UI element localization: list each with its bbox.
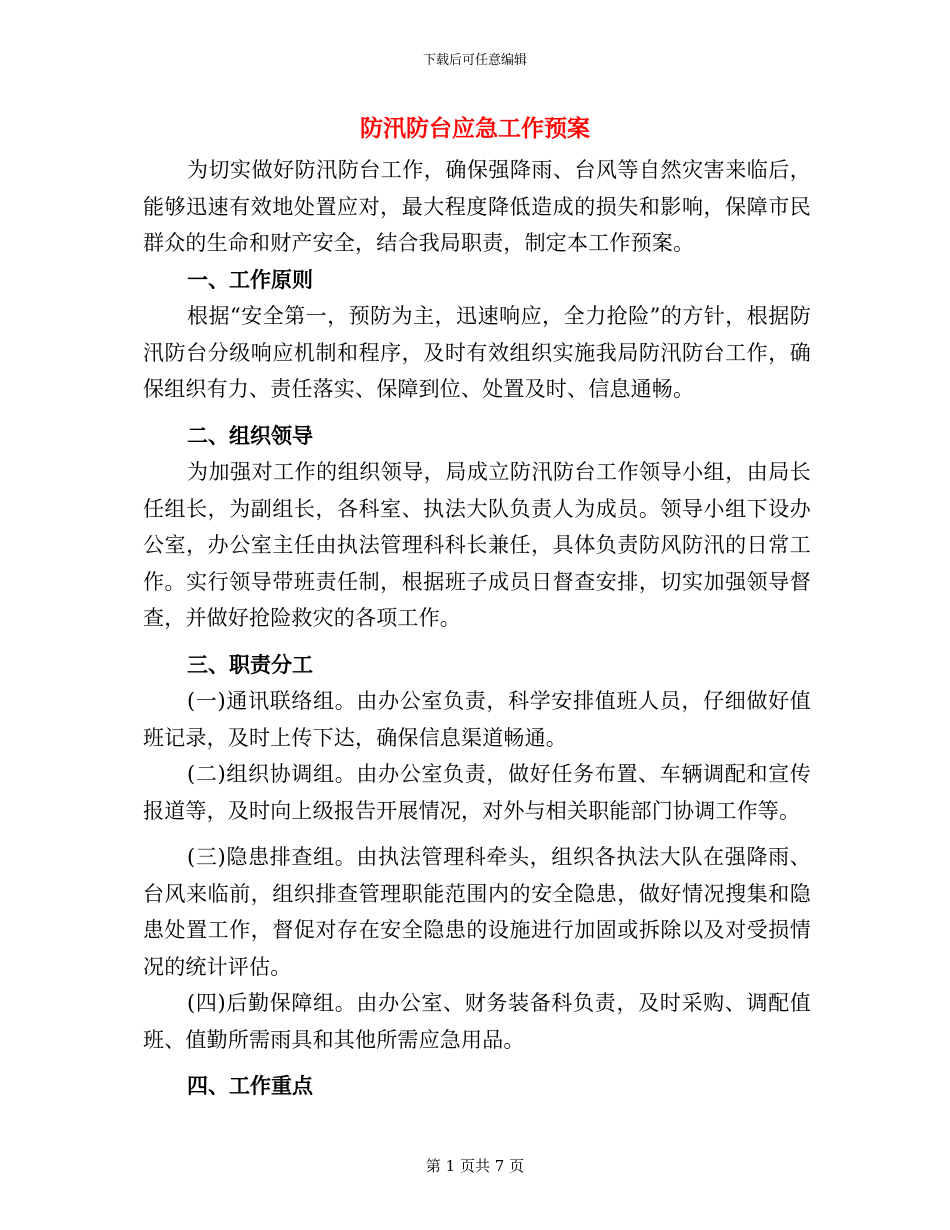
document-body	[143, 152, 811, 1105]
section-heading-leadership: 二、组织领导	[187, 422, 313, 448]
section-heading-principles: 一、工作原则	[187, 266, 313, 292]
responsibility-communication: (一)通讯联络组。由办公室负责，科学安排值班人员，仔细做好值班记录，及时上传下达，确保信息渠道畅通。	[143, 689, 811, 750]
page-footer-info: 第 1 页共 7 页	[425, 1157, 525, 1175]
document-title: 防汛防台应急工作预案	[360, 115, 590, 142]
page-header-note: 下载后可任意编辑	[422, 53, 527, 68]
responsibility-inspection: (三)隐患排查组。由执法管理科牵头，组织各执法大队在强降雨、台风来临前，组织排查管理职能范围内的安全隐患，做好情况搜集和隐患处置工作，督促对存在安全隐患的设施进行加固或拆除以及对受损情况的统计评估。	[143, 845, 811, 979]
responsibility-logistics: (四)后勤保障组。由办公室、财务装备科负责，及时采购、调配值班、值勤所需雨具和其他所需应急用品。	[143, 991, 811, 1052]
principles-paragraph: 根据“安全第一，预防为主，迅速响应，全力抢险”的方针，根据防汛防台分级响应机制和程序，及时有效组织实施我局防汛防台工作，确保组织有力、责任落实、保障到位、处置及时、信息通畅。	[143, 304, 811, 401]
intro-paragraph: 为切实做好防汛防台工作，确保强降雨、台风等自然灾害来临后，能够迅速有效地处置应对，最大程度降低造成的损失和影响，保障市民群众的生命和财产安全，结合我局职责，制定本工作预案。	[143, 158, 811, 255]
responsibility-coordination: (二)组织协调组。由办公室负责，做好任务布置、车辆调配和宣传报道等，及时向上级报告开展情况，对外与相关职能部门协调工作等。	[143, 762, 811, 823]
section-heading-focus: 四、工作重点	[187, 1073, 313, 1098]
leadership-paragraph: 为加强对工作的组织领导，局成立防汛防台工作领导小组，由局长任组长，为副组长，各科室、执法大队负责人为成员。领导小组下设办公室，办公室主任由执法管理科科长兼任，具体负责防风防汛的日常工作。实行领导带班责任制，根据班子成员日督查安排，切实加强领导督查，并做好抢险救灾的各项工作。	[143, 460, 811, 630]
section-heading-responsibilities: 三、职责分工	[187, 651, 313, 677]
